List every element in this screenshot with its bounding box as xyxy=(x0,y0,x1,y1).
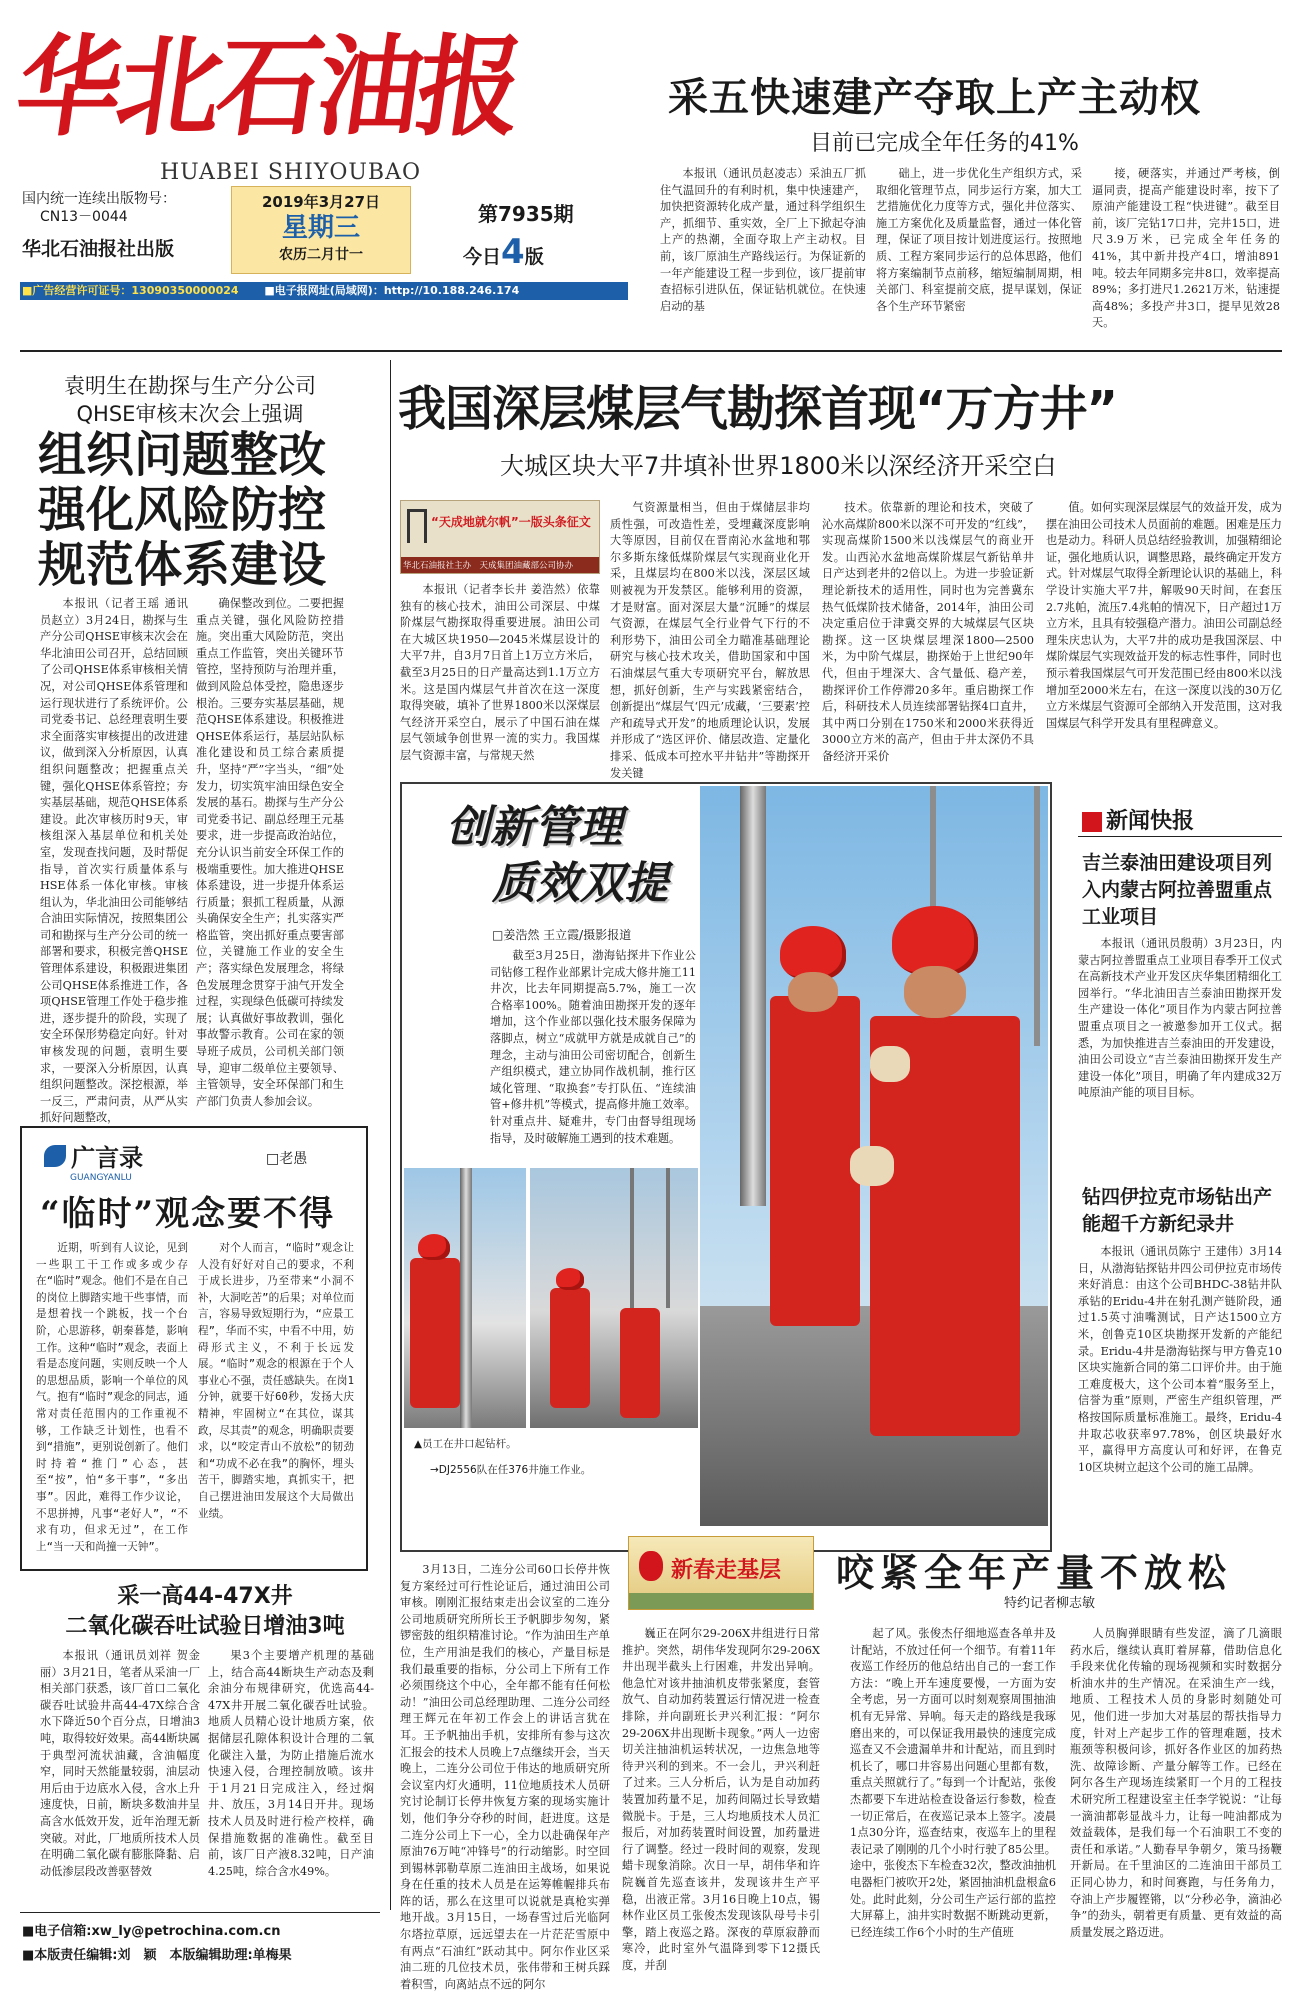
today-label: 今日 xyxy=(463,246,502,268)
top-story-col-3: 接，硬落实，并通过严考核，倒逼同责，提高产能建设时率，按下了原油产能建设工程“快进键”。截至目前，该厂完钻17口井，完井15口，进尺3.9万米，已完成全年任务的41%，其中新井投产4口，增油891吨。较去年同期多完井8口，效率提高89%；多打进尺1.2621万米，钻速提高48%；多投产井3口，提早见效28天。 xyxy=(1092,167,1280,330)
bottom-story-headline: 咬紧全年产量不放松 xyxy=(836,1550,1233,1595)
masthead-logo xyxy=(8,21,528,172)
inset-left-pipe xyxy=(460,1168,472,1428)
page-count xyxy=(463,232,544,272)
inset-right-worker-2 xyxy=(620,1308,660,1418)
ad-license: ■广告经营许可证号：13090350000024 xyxy=(22,284,239,297)
page-count-suffix: 版 xyxy=(524,246,544,268)
main-col-1: 本报讯（记者李长井 姜浩然）依靠独有的核心技术，油田公司深层、中煤阶煤层气勘探取得重要进展。油田公司在大城区块1950—2045米煤层设计的大平7井，自3月7日首上1万立方米后，截至3月25日的日产量高达到1.1万立方米。这是国内煤层气井首次在这一深度取得突破，填补了世界1800米以深煤层气经济开采空白，展示了中国石油在煤层气领域争创世界一流的实力。我国煤层气资源丰富，与常规天然 xyxy=(400,583,600,762)
news-flash-icon xyxy=(1082,812,1102,832)
news-item-1-headline: 吉兰泰油田建设项目列入内蒙古阿拉善盟重点工业项目 xyxy=(1082,852,1273,928)
guangyan-headline: “临时”观念要不得 xyxy=(40,1194,336,1234)
inset-right-worker-1 xyxy=(550,1288,590,1408)
guangyan-column-name: 广言录 xyxy=(71,1144,144,1172)
masthead-title: 华北石油报 xyxy=(8,21,528,152)
photo-headline-1: 创新管理 xyxy=(446,802,622,853)
date-box xyxy=(231,186,411,274)
news-flash-title: 新闻快报 xyxy=(1106,809,1195,834)
left-story-col-2: 确保整改到位。二要把握重点关键，强化风险防控措施。突出重大风险防范，突出重点工作监管，突出关键环节管控，坚持预防与治理并重，做到风险总体受控，隐患逐步根治。三要夯实基层基础，规范QHSE体系建设。积极推进QHSE体系运行，基层站队标准化建设和员工综合素质提升，坚持“严”字当头，“细”处发力，切实筑牢油田绿色安全发展的基石。勘探与生产分公司党委书记、副总经理王元基要求，进一步提高政治站位，充分认识当前安全环保工作的极端重要性。加大推进QHSE体系建设，进一步提升体系运行质量；狠抓工程质量，从源头确保安全生产；扎实落实严格监管，突出抓好重点要害部位，关键施工作业的安全生产；落实绿色发展理念，将绿色发展理念贯穿于油气开发全过程，实现绿色低碳可持续发展；认真做好事故教训，强化事故警示教育。公司在家的领导班子成员，公司机关部门领导，迎审二级单位主要领导、主管领导，安全环保部门和生产部门负责人参加会议。 xyxy=(196,597,344,1108)
left-story-col-1: 本报讯（记者王瑶 通讯员赵立）3月24日，勘探与生产分公司QHSE审核末次会在华北油田公司召开，总结回顾了公司QHSE体系审核相关情况，对公司QHSE体系管理和运行现状进行了系统评价。公司党委书记、总经理袁明生要求全面落实审核提出的改进建议，做到深入分析原因，认真组织问题整改；把握重点关键，强化QHSE体系管控；夯实基层基础，规范QHSE体系建设。此次审核历时9天，审核组深入基层单位和机关处室，发现查找问题，及时帮促指导，首次实行质量体系与HSE体系一体化审核。审核组认为，华北油田公司能够结合油田实际情况，按照集团公司和勘探与生产分公司的统一部署和要求，积极完善QHSE管理体系建设，积极跟进集团公司QHSE体系推进工作，各项QHSE管理工作处于稳步推进，逐步提升的阶段，实现了安全环保形势稳定向好。针对审核发现的问题，袁明生要求，一要深入分析原因，认真组织问题整改。深挖根源，举一反三，严肃问责，从严从实抓好问题整改， xyxy=(40,597,188,1125)
guangyan-col-2: 对个人而言，“临时”观念让人没有好好对自己的要求，不利于成长进步，乃至带来“小洞不补，大洞吃苦”的后果；对单位而言，容易导致短期行为，“应景工程”，华而不实，中看不中用，妨碍形式主义，不利于长远发展。“临时”观念的根源在于个人事业心不强，责任感缺失。在岗1分钟，就要干好60秒，发扬大庆精神，牢固树立“在其位，谋其政，尽其责”的观念，明确职责要求，以“咬定青山不放松”的韧劲和“功成不必在我”的胸怀，埋头苦干，脚踏实地，真抓实干，把自己摆进油田发展这个大局做出业绩。 xyxy=(198,1242,354,1520)
news-item-2-headline: 钻四伊拉克市场钻出产能超千方新纪录井 xyxy=(1082,1186,1273,1235)
co2-story-col-2: 果3个主要增产机理的基础上，结合高44断块生产动态及剩余油分布规律研究，优选高44-47X井开展二氧化碳吞吐试验。地质人员精心设计地质方案，依据储层孔隙体积设计合理的二氧化碳注入量，为防止措施后流水快速入侵，合理控制放喷。该井于1月21日完成注入，经过焖井、放压，3月14日开井。现场技术人员及时进行检产校样，确保措施数据的准确性。截至目前，该厂日产液8.32吨，日产油4.25吨，综合含水49%。 xyxy=(208,1649,374,1878)
glove-right xyxy=(850,1146,894,1186)
bottom-col-2: 巍正在阿尔29-206X井组进行日常推护。突然，胡伟华发现阿尔29-206X井出现半截头上行困难，井发出异响。他急忙对该井抽油机皮带张紧度，套管放气、自动加药装置运行情况进一检查排除，并向副班长尹兴利汇报：“阿尔29-206X井出现断卡现象。”两人一边密切关注抽油机运转状况，一边焦急地等待尹兴利的到来。不一会儿，尹兴利赶了过来。三人分析后，认为是自动加药装置加药量不足，加药间隔过长导致蜡微脱卡。于是，三人均地质技术人员汇报后，对加药装置时间设置，加药量进行了调整。经过一段时间的观察，发现蜡卡现象消除。次日一早，胡伟华和许院巍首先巡查该井，发现该井生产平稳，出液正常。3月16日晚上10点，锡林作业区员工张俊杰发现该队母号卡引擎，踏上夜巡之路。深夜的草原寂静而寒冷，此时室外气温降到零下12摄氏度，并刮 xyxy=(622,1627,820,1972)
left-headline-1: 组织问题整改 xyxy=(38,427,327,483)
co2-story-headline xyxy=(40,1582,370,1642)
pub-number-label: 国内统一连续出版物号： xyxy=(22,191,176,207)
lunar-date: 农历二月廿一 xyxy=(279,247,363,263)
rig-pipe xyxy=(740,786,766,1206)
photo-inset-left xyxy=(404,1168,526,1428)
photo-headline-2: 质效双提 xyxy=(492,858,668,909)
photo-inset-right xyxy=(530,1168,698,1428)
glove-left xyxy=(870,1046,910,1082)
left-headline-3: 规范体系建设 xyxy=(38,537,327,593)
guangyan-author: □老愚 xyxy=(266,1151,308,1167)
inset-left-worker xyxy=(410,1258,460,1408)
guangyan-column-en: GUANGYANLU xyxy=(70,1173,132,1183)
left-column-rule xyxy=(390,360,391,1910)
photo-feature-headline xyxy=(446,800,668,912)
main-col-4: 值。如何实现深层煤层气的效益开发，成为摆在油田公司技术人员面前的难题。困难是压力也是动力。科研人员总结经验教训，加强精细论证，强化地质认识，调整思路，最终确定开发方式。针对煤层气取得全新理论认识的基础上，科学设计实施大平7井，解吸90天时间，在套压2.7兆帕，流压7.4兆帕的情况下，日产超过1万立方米，且具有较强稳产潜力。油田公司副总经理朱庆忠认为，大平7井的成功是我国深层、中煤阶煤层气实现效益开发的标志性事件，同时也预示着我国煤层气可开发范围已经由800米以浅增加至2000米左右，在这一深度以浅的30万亿立方米煤层气资源可全部纳入开发范围，这对我国煤层气科学开发具有里程碑意义。 xyxy=(1046,501,1282,730)
banner-oil-rig-icon xyxy=(407,509,427,543)
publisher: 华北石油报社出版 xyxy=(22,238,175,260)
news-item-2-body: 本报讯（通讯员陈宁 王建伟）3月14日，从渤海钻探钻井四公司伊拉克市场传来好消息：由这个公司BHDC-38钻井队承钻的Eridu-4井在射孔测产链阶段，通过1.5英寸油嘴测试，日产达1500立方米，创鲁克10区块勘探开发新的产能纪录。Eridu-4井是渤海钻探与甲方鲁克10区块实施新合同的第二口评价井。由于施工难度极大，这个公司本着“服务至上，信誉为重”原则，严密生产组织管理，严格按国际质量标准施工。最终，Eridu-4井取芯收获率97.78%，创区块最好水平，赢得甲方高度认可和好评，在鲁克10区块树立起这个公司的施工品牌。 xyxy=(1078,1245,1282,1474)
top-story-col-2: 础上，进一步优化生产组织方式，采取细化管理节点，同步运行方案，加大工艺措施优化力度等方式，强化井位落实、施工方案优化及质量监督，通过一体化管理，保证了项目按计划进度运行。按照地质、工程方案同步运行的总体思路，他们将方案编制节点前移，缩短编制周期，相关部门、科室提前交底，提早谋划，保证各个生产环节紧密 xyxy=(876,167,1082,313)
issue-date: 2019年3月27日 xyxy=(261,193,381,211)
footer-divider xyxy=(20,1912,380,1913)
essay-banner xyxy=(400,500,600,574)
top-story-headline: 采五快速建产夺取上产主动权 xyxy=(668,75,1201,121)
left-kicker-2: QHSE审核末次会上强调 xyxy=(76,402,304,426)
pub-number-value: CN13－0044 xyxy=(40,209,128,225)
left-headline-2: 强化风险防控 xyxy=(38,482,327,538)
spring-banner-text: 新春走基层 xyxy=(671,1557,782,1583)
issue-number: 第7935期 xyxy=(478,202,574,226)
main-headline: 我国深层煤层气勘探首现“万方井” xyxy=(398,381,1118,437)
main-col-3: 技术。依靠新的理论和技术，突破了沁水高煤阶800米以深不可开发的“红线”，实现高煤阶1500米以浅煤层气的商业开发。山西沁水盆地高煤阶煤层气新钻单井日产达到老井的2倍以上。为进一步验证新理论新技术的适用性，同时也为完善冀东热气低煤阶技术储备，2014年，油田公司决定重启位于津冀交界的大城煤层气区块勘探。这一区块煤层埋深1800—2500米，为中阶气煤层，勘探始于上世纪90年代，但由于埋深大、含气量低、稳产差，勘探评价工作停滞20多年。重启勘探工作后，科研技术人员连续部署钻探4口直井，其中两口分别在1750米和2000米获得近3000立方米的高产，但由于井太深仍不具备经济开采价 xyxy=(822,501,1034,763)
inset-left-helmet xyxy=(418,1234,450,1260)
news-flash-section xyxy=(1082,804,1194,835)
news-item-1-body: 本报讯（通讯员殷萌）3月23日，内蒙古阿拉善盟重点工业项目春季开工仪式在高新技术产业开发区庆华集团精细化工园举行。“华北油田吉兰泰油田勘探开发生产建设一体化”项目作为内蒙古阿拉善盟重点项目之一被邀参加开工仪式。据悉，为加快推进吉兰泰油田的开发建设，油田公司设立“吉兰泰油田勘探开发生产建设一体化”项目，明确了年内建成32万吨原油产能的项目目标。 xyxy=(1078,937,1282,1100)
banner-subtitle: 华北石油报社主办 天成集团油藏部公司协办 xyxy=(401,557,599,573)
banner-title: “天成地就尔帆”一版头条征文 xyxy=(431,515,591,529)
left-story-headline xyxy=(38,428,326,593)
inset-right-helmet xyxy=(556,1268,584,1290)
photo-caption-1: ▲员工在井口起钻杆。 xyxy=(414,1438,517,1450)
top-story-col-1: 本报讯（通讯员赵凌志）采油五厂抓住气温回升的有利时机，集中快速建产，加快把资源转化成产量，通过科学组织生产，抓细节、重实效，全厂上下掀起夺油上产的热潮，全面夺取上产主动权。目前，该厂原油生产路线运行。为保证新的一年产能建设工程一步到位，该厂提前审查招标引进队伍，保证钻机就位。在快速启动的基 xyxy=(660,167,866,313)
worker-left xyxy=(770,996,860,1326)
masthead-pinyin: HUABEI SHIYOUBAO xyxy=(160,160,421,185)
worker-left-face xyxy=(788,972,838,1012)
photo-caption-2: →DJ2556队在任376井施工作业。 xyxy=(430,1464,592,1476)
top-story-subhead: 目前已完成全年任务的41% xyxy=(810,131,1079,156)
pub-number xyxy=(22,190,176,226)
photo-byline: □姜浩然 王立霞/摄影报道 xyxy=(492,928,632,942)
top-divider xyxy=(20,350,1282,352)
page-count-number: 4 xyxy=(501,232,525,272)
e-paper-url: ■电子报网址(局域网)：http://10.188.246.174 xyxy=(264,284,520,297)
spring-banner-scenery xyxy=(629,1593,813,1609)
bottom-col-4: 人员胸弹眼睛有些发涩，滴了几滴眼药水后，继续认真盯着屏幕，借助信息化手段来优化传输的现场视频和实时数据分析油水井的生产情况。在采油生产一线，地质、工程技术人员的身影时刻随处可见，他们进一步加大对基层的帮扶指导力度，针对上产起步工作的管理难题，技术瓶颈等积极问诊，抓好各作业区的加药热洗、故障诊断、产量分解等工作。已经在阿尔各生产现场连续紧盯一个月的工程技术研究所工程建设室主任李学锐说：“让每一滴油都彰显战斗力，让每一吨油都成为效益载体，是我们每一个石油职工不变的责任和承诺。”人勤春早争朝夕，策马扬鞭开新局。在千里油区的二连油田干部员工正同心协力，和时间赛跑，与任务角力，夺油上产步履铿锵，以“分秒必争，滴油必争”的劲头，朝着更有质量、更有效益的高质量发展之路迈进。 xyxy=(1070,1627,1282,1939)
bottom-story-byline: 特约记者柳志敏 xyxy=(1004,1596,1096,1611)
main-photo xyxy=(700,786,1048,1526)
spring-banner xyxy=(628,1536,814,1610)
co2-headline-1: 采一高44-47X井 xyxy=(117,1584,293,1609)
news-flash-underline xyxy=(1078,836,1282,837)
co2-headline-2: 二氧化碳吞吐试验日增油3吨 xyxy=(65,1614,345,1639)
masthead-bar xyxy=(20,282,628,300)
main-col-2: 气资源量相当，但由于煤储层非均质性强，可改造性差，受埋藏深度影响大等原因，目前仅在晋南沁水盆地和鄂尔多斯东缘低煤阶煤层气实现商业化开采，且煤层均在800米以浅，深层区域则被视为开发禁区。能够利用的资源，才是财富。面对深层大量“沉睡”的煤层气资源，在煤层气全行业骨气下行的不利形势下，油田公司全力瞄准基础理论研究与核心技术攻关，借助国家和中国石油煤层气重大专项研究平台，解放思想，抓好创新，生产与实践紧密结合，创新提出“煤层气‘四元’成藏，‘三要素’控产和疏导式开发”的地质理论认识，发展并形成了“选区评价、储层改造、定量化排采、低成本可控水平井钻井”等勘探开发关键 xyxy=(610,501,810,780)
feather-icon xyxy=(44,1145,66,1167)
worker-right-face xyxy=(904,966,966,1018)
guangyan-col-1: 近期，听到有人议论，见到一些职工干工作或多或少存在“临时”观念。他们不是在自己的岗位上脚踏实地干些事情，而是想着找一个跳板，找一个台阶，心思游移，朝秦暮楚，影响工作。这种“临时”观念，表面上看是态度问题，实则反映一个人的思想品质，影响一个单位的风气。抱有“临时”观念的同志，通常对责任范围内的工作重视不够，工作缺乏计划性，也看不到“措施”，更别说创新了。他们时持着“推门”心态，甚至“按”，怕“多干事”，“多出事”。因此，难得工作少议论，不思拼搏，凡事“老好人”，“不求有功，但求无过”，在工作上“当一天和尚撞一天钟”。 xyxy=(36,1242,188,1553)
co2-story-col-1: 本报讯（通讯员刘祥 贺金丽）3月21日，笔者从采油一厂相关部门获悉，该厂首口二氧化碳吞吐试验井高44-47X综合含水下降近50个百分点，日增油3吨，取得较好效果。高44断块属于典型河流状油藏，含油幅度窄，同时天然能量较弱，油层动用后由于边底水入侵，含水上升速度快，日前，断块多数油井呈高含水低效开发，近年治理无新突破。对此，厂地质所技术人员在明确二氧化碳有膨胀降黏、启动低渗层段改善驱替效 xyxy=(40,1649,200,1878)
footer-editor: ■本版责任编辑:刘 颖 本版编辑助理:单梅果 xyxy=(22,1948,292,1963)
bottom-col-1: 3月13日，二连分公司60口长停井恢复方案经过可行性论证后，通过油田公司审核。刚刚汇报结束走出会议室的二连分公司地质研究所所长王予帆脚步匆匆，紧锣密鼓的组织精准讨论。“作为油田生产单位，生产用油是我们的核心，产量目标是我们最重要的指标，分公司上下所有工作必须围绕这个中心，全年都不能有任何松动！”油田公司总经理助理、二连分公司经理王辉元在年初工作会上的讲话言犹在耳。王予帆抽出手机，安排所有参与这次汇报会的技术人员晚上7点继续开会，当天晚上，二连分公司位于伟达的地质研究所会议室内灯火通明，11位地质技术人员研究讨论制订长停井恢复方案的现场实施计划，他们争分夺秒的时间，赶进度。这是二连分公司上下一心，全力以赴确保年产原油76万吨“冲锋号”的行动缩影。时空回到锡林郭勒草原二连油田主战场，如果说身在任重的技术人员是在运筹帷幄排兵布阵的话，那么在这里可以说就是真枪实弹地开战。3月15日，一场春雪过后光临阿尔塔拉草原，远远望去在一片茫茫雪原中有两点“石油红”跃动其中。阿尔作业区采油二班的几位技术员，张伟带和王树兵踩着积雪，向离站点不远的阿尔 xyxy=(400,1563,610,1991)
left-kicker-1: 袁明生在勘探与生产分公司 xyxy=(64,374,316,398)
guangyan-logo xyxy=(44,1138,143,1183)
lantern-icon xyxy=(639,1551,663,1581)
left-story-kicker xyxy=(60,372,320,428)
photo-feature-text: 截至3月25日，渤海钻探井下作业公司钻修工程作业部累计完成大修井施工11井次，比去年同期提高5.7%，施工一次合格率100%。随着油田勘探开发的逐年增加，这个作业部以强化技术服务保障为落脚点，树立“成就甲方就是成就自己”的理念，主动与油田公司密切配合，创新生产组织模式，建立协同作战机制，推行区域化管理、“取换套”专打队伍、“连续油管+修井机”等模式，提高修井施工效率。针对重点井、疑难井，专门由督导组现场指导，及时破解施工遇到的技术难题。 xyxy=(490,949,696,1145)
bottom-col-3: 起了风。张俊杰仔细地巡查各单井及计配站，不放过任何一个细节。有着11年夜巡工作经历的他总结出自己的一套工作方法：“晚上开车速度要慢，一方面为安全考虑，另一方面可以时刻观察周围抽油机有无异常、异响。每天走的路线是我琢磨出来的，可以保证我用最快的速度完成巡查又不会遗漏单井和计配站，而且到时机长了，哪口井容易出问题心里都有数，重点关照就行了。”每到一个计配站，张俊杰都要下车进站检查设备运行参数，检查一切正常后，在夜巡记录本上签字。凌晨1点30分许，巡查结束，夜巡车上的里程表记录了刚刚的几个小时行驶了85公里。途中，张俊杰下车检查32次，整改油抽机电器柜门被吹开2处，紧固抽油机盘根盒6处。此时此刻，分公司生产运行部的监控大屏幕上，油井实时数据不断跳动更新，已经连续工作6个小时的生产值班 xyxy=(850,1627,1056,1939)
inset-right-tower xyxy=(630,1168,670,1308)
main-subhead: 大城区块大平7井填补世界1800米以深经济开采空白 xyxy=(500,452,1057,480)
footer-email: ■电子信箱:xw_ly@petrochina.com.cn xyxy=(22,1924,281,1939)
weekday: 星期三 xyxy=(281,213,360,243)
